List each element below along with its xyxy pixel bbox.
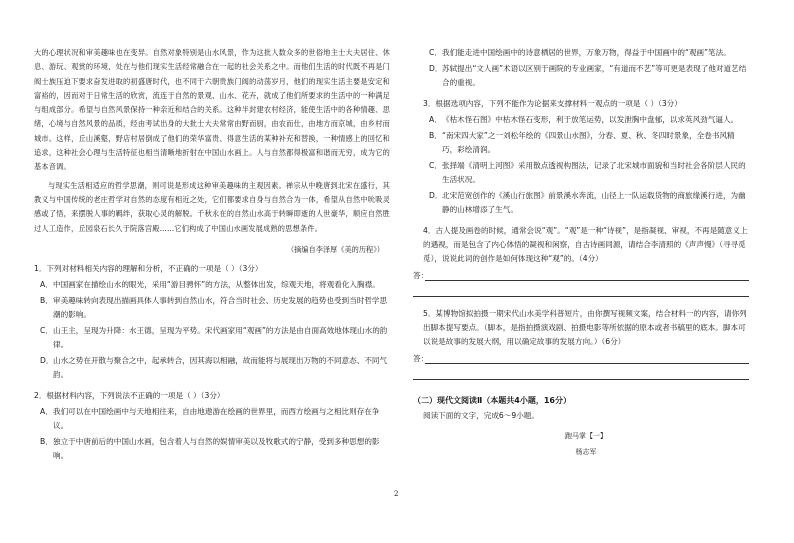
option-label: B．	[429, 131, 442, 140]
question-1-option-d	[40, 354, 390, 382]
option-text: 北宋范宽创作的《溪山行旅图》前景溪水奔流，山径上一队运载货物的商旅缘溪行进，为幽静的山林增添了生气。	[442, 191, 746, 214]
question-1-option-b	[40, 294, 390, 322]
option-text: “南宋四大家”之一刘松年绘的《四景山水图》，分春、夏、秋、冬四时景象，全卷书风精巧，彩绘清润。	[442, 131, 735, 154]
option-text: 山王主，呈现为升降：水王德，呈现为平势。宋代画家用“观画”的方法是由自面高效地体现山水的韵律。	[53, 325, 388, 349]
question-5-answer-line-2[interactable]	[413, 369, 749, 383]
question-1-option-c	[40, 324, 390, 352]
option-text: 苏轼提出“文人画”术语以区别于画院的专业画家，“有道而不艺”等可更是表现了他对道艺结合的重视。	[442, 64, 747, 87]
question-1-option-a	[40, 278, 390, 292]
question-3-option-d	[429, 189, 749, 217]
option-text: 独立于中唐前后的中国山水画，包含着人与自然的娱情审美以及牧歌式的宁静，受到多种思想的影响。	[53, 436, 380, 460]
question-2-option-d	[429, 62, 749, 90]
answer-rule	[413, 296, 749, 297]
question-4-stem: 4．古人提及画卷的时候，通常会说“观”。“观”是一种“诗视”，是指凝视、审视，不再是随意义上的遇视，而是包含了内心体悟的凝视和闲察，自古诗画同源，请结合李清照的《声声慢》（寻寻觅觅），说说此词的创作是如何体现这种“观”的。（4分）	[423, 226, 748, 263]
option-text: 中国画家在描绘山水的眼光，采用“游目骋怀”的方法，从整体出发，综观天地，将观看化入胸襟。	[53, 279, 380, 289]
page-number: 2	[394, 490, 399, 498]
question-4-answer-line-2[interactable]	[413, 286, 749, 300]
question-3	[423, 97, 749, 217]
option-label: C．	[429, 48, 442, 57]
question-5	[423, 307, 749, 349]
left-column	[34, 46, 390, 463]
option-label: D．	[429, 64, 443, 73]
option-label: D．	[40, 355, 54, 365]
question-5-answer-line[interactable]	[413, 353, 749, 367]
question-2-continued	[423, 46, 749, 90]
answer-rule	[425, 280, 749, 281]
option-text: 《枯木怪石图》中枯木怪石变形，利于放笔运势，以发泄胸中盘郁，以求英风劲气逼人。	[442, 115, 739, 124]
passage-paragraph-2: 与现实生活相适应的哲学思潮，则可说是形成这种审美趣味的主观因素。禅宗从中晚唐到北宋在盛行，其教义与中国传统的老庄哲学对自然的态度有相近之处，它们都要求自身与自然合为一体，希望从自然中吮吸灵感或了悟，来摆脱人事的羁绊，获取心灵的解脱。千秋永在的自然山水高于转瞬即逝的人世豪华，顺应自然胜过人工造作，丘园泉石长久于院落宫殿……它们构成了中国山水画发展成熟的思想条件。	[34, 180, 390, 233]
question-2-option-b	[40, 435, 390, 463]
option-label: A．	[40, 279, 53, 289]
option-text: 审美趣味转向表现出描画具体人事转到自然山水，符合当时社会、历史发展的趋势也受到当时哲学思潮的影响。	[53, 295, 388, 319]
question-3-option-a	[429, 113, 749, 127]
question-2	[34, 389, 390, 463]
question-3-option-c	[429, 159, 749, 187]
section-2-intro: 阅读下面的文字，完成6～9小题。	[423, 411, 539, 420]
passage-paragraph-1: 大的心理状况和审美趣味也在变异。自然对象特别是山水风景，作为这批人数众多的世俗地主士大夫居住、休息、游玩、观赏的环境，处在与他们现实生活经常融合在一起的社会关系之中。而他们生活的时代既不再是门阀士族压迫下要求奋发进取的初盛唐时代，也不同于六朝贵族门阀的动荡岁月，他们的现实生活主要是安定和富裕的，因而对于日常生活的欣赏，流连于自然的景观、山水、花卉，就成了他们所要求的生活中的一种满足与组成部分。希望与自然风景保持一种亲近和结合的关系。这种半封建农村经济，能使生活中的各种情趣、思绪，心境与自然风景的品质，经由考试出身的大批士大夫常常由野而厨，由农而仕，由地方而京城，由乡村而城市。这样，丘山溪壑，野店村居倒成了他们的荣华富贵、得意生活的某种补充和替换，一种情感上的回忆和追求，这种社会心理与生活特征也相当清晰地折射在中国山水画上。人与自然都得极富和谐而无穷，成为它的基本音调。	[34, 48, 390, 172]
passage-source: （摘编自李泽厚《美的历程》）	[286, 244, 384, 254]
story-title: 跑马掌【一】	[565, 432, 607, 440]
question-1	[34, 262, 390, 382]
question-2-stem: 2．根据材料内容，下列说法不正确的一项是（ ）（3分）	[34, 390, 225, 400]
question-5-stem: 5．某博物馆拟拍摄一期宋代山水美学科普短片，由你撰写视频文案，结合材料一的内容，请你列出脚本提写要点。（脚本，是指拍摄演戏剧、拍摄电影等所依据的原本或者书稿里的底本。脚本可以说是故事的发展大纲，用以确定故事的发展方向。）（6分）	[423, 309, 747, 346]
question-1-stem: 1．下列对材料相关内容的理解和分析，不正确的一项是（ ）（3分）	[34, 263, 263, 273]
option-label: B．	[40, 436, 53, 446]
section-2-title: （二）现代文阅读Ⅱ（本题共4小题，16分）	[413, 396, 571, 405]
option-text: 我们可以在中国绘画中与天地相往来，自由地遨游在绘画的世界里，而西方绘画与之相比则存在争议。	[53, 406, 380, 430]
question-2-option-a	[40, 405, 390, 433]
option-text: 张择端《清明上河图》采用散点透视构图法，记录了北宋城市面貌和当时社会各阶层人民的生活状况。	[442, 161, 746, 184]
answer-rule	[425, 363, 749, 364]
option-label: A．	[40, 406, 53, 416]
option-label: D．	[429, 191, 443, 200]
answer-rule	[413, 379, 749, 380]
option-text: 山水之势在开散与聚合之中，起承转合，因其海以相融，故而能将与展现出万物的不同意态、不同气韵。	[53, 355, 388, 379]
option-label: C．	[40, 325, 53, 335]
answer-label: 答：	[413, 354, 429, 363]
right-column	[413, 44, 749, 457]
question-3-stem: 3．根据选项内容，下列不能作为论据来支撑材料一观点的一项是（ ）（3分）	[423, 99, 682, 108]
option-text: 我们能走进中国绘画中的诗意栖居的世界，万象万物，得益于中国画中的“观画”笔法。	[442, 48, 731, 57]
option-label: A．	[429, 115, 442, 124]
option-label: B．	[40, 295, 53, 305]
question-2-option-c	[429, 46, 749, 60]
question-3-option-b	[429, 129, 749, 157]
question-4	[423, 224, 749, 266]
answer-label: 答：	[413, 271, 429, 280]
option-label: C．	[429, 161, 442, 170]
story-author: 杨志军	[575, 448, 597, 456]
question-4-answer-line[interactable]	[413, 270, 749, 284]
